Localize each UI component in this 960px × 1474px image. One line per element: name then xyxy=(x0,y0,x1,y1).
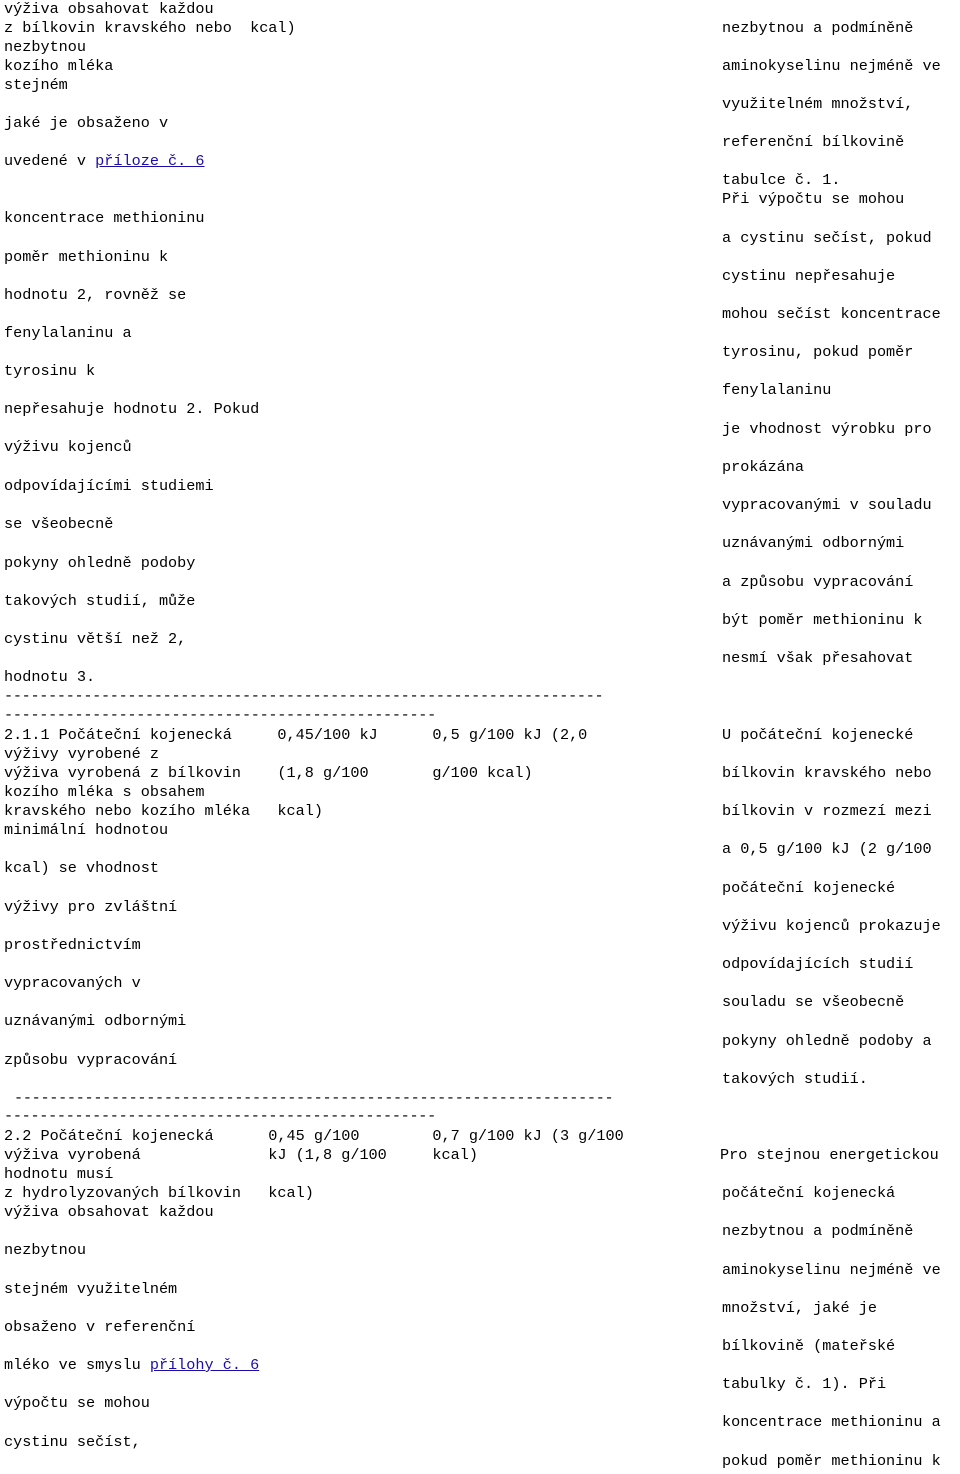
text-line: bílkovin kravského nebo xyxy=(722,764,932,782)
text-line: uznávanými odbornými xyxy=(4,1012,187,1030)
text-line: nepřesahuje hodnotu 2. Pokud xyxy=(4,400,260,418)
text-line: výživy pro zvláštní xyxy=(4,898,178,916)
text-line: stejném využitelném xyxy=(4,1280,178,1298)
text-line: Pro stejnou energetickou xyxy=(720,1146,939,1164)
text-line: počáteční kojenecké xyxy=(722,879,896,897)
text-line: hodnotu 2, rovněž se xyxy=(4,286,187,304)
text-segment: mléko ve smyslu xyxy=(4,1356,150,1374)
text-line: kcal) se vhodnost xyxy=(4,859,159,877)
text-line: vypracovanými v souladu xyxy=(722,496,932,514)
text-line: tyrosinu k xyxy=(4,362,96,380)
text-line: odpovídajících studií xyxy=(722,955,914,973)
text-line: nezbytnou xyxy=(4,38,87,56)
separator-line: -------------------------------------------------------------------- xyxy=(4,687,604,705)
section-2-1-1-row: minimální hodnotou xyxy=(4,821,169,839)
text-line: způsobu vypracování xyxy=(4,1051,178,1069)
separator-line: ------------------------------------------------- xyxy=(4,706,436,724)
text-line: nezbytnou xyxy=(4,1241,87,1259)
text-line: být poměr methioninu k xyxy=(722,611,923,629)
text-line: vypracovaných v xyxy=(4,974,141,992)
text-line: mohou sečíst koncentrace xyxy=(722,305,941,323)
text-line: koncentrace methioninu a xyxy=(722,1413,941,1431)
section-2-2-row: výživa obsahovat každou xyxy=(4,1203,214,1221)
text-line: využitelném množství, xyxy=(722,95,914,113)
text-line: fenylalaninu a xyxy=(4,324,132,342)
text-line: a 0,5 g/100 kJ (2 g/100 xyxy=(722,840,932,858)
text-line: takových studií. xyxy=(722,1070,868,1088)
text-line: nezbytnou a podmíněně xyxy=(722,1222,914,1240)
text-line: výživu kojenců prokazuje xyxy=(722,917,941,935)
text-line: výpočtu se mohou xyxy=(4,1394,150,1412)
text-line: obsaženo v referenční xyxy=(4,1318,196,1336)
annex-6-link[interactable]: přílohy č. 6 xyxy=(149,1356,260,1374)
text-line: bílkovin v rozmezí mezi xyxy=(722,802,932,820)
separator-line: -------------------------------------------------------------------- xyxy=(14,1089,614,1107)
text-line: tabulce č. 1. xyxy=(722,171,841,189)
text-line: aminokyselinu nejméně ve xyxy=(722,1261,941,1279)
text-line: aminokyselinu nejméně ve xyxy=(722,57,941,75)
text-line: jaké je obsaženo v xyxy=(4,114,169,132)
text-line: poměr methioninu k xyxy=(4,248,169,266)
text-line: bílkovině (mateřské xyxy=(722,1337,896,1355)
text-line: cystinu nepřesahuje xyxy=(722,267,896,285)
text-line: stejném xyxy=(4,76,68,94)
text-line: Při výpočtu se mohou xyxy=(722,190,905,208)
text-line: fenylalaninu xyxy=(722,381,832,399)
text-line: hodnotu 3. xyxy=(4,668,96,686)
section-2-2-row: z hydrolyzovaných bílkovin kcal) xyxy=(4,1184,314,1202)
text-line: pokud poměr methioninu k xyxy=(722,1452,941,1470)
text-line-with-link xyxy=(4,1356,259,1375)
section-2-2-row: 2.2 Počáteční kojenecká 0,45 g/100 0,7 g/100 kJ (3 g/100 xyxy=(4,1127,624,1145)
text-line: nesmí však přesahovat xyxy=(722,649,914,667)
text-line: počáteční kojenecká xyxy=(722,1184,896,1202)
text-line: tyrosinu, pokud poměr xyxy=(722,343,914,361)
text-line: je vhodnost výrobku pro xyxy=(722,420,932,438)
section-2-2-row: hodnotu musí xyxy=(4,1165,114,1183)
section-2-1-1-row: kozího mléka s obsahem xyxy=(4,783,205,801)
text-line: koncentrace methioninu xyxy=(4,209,205,227)
annex-6-link[interactable]: příloze č. 6 xyxy=(95,152,205,170)
section-2-2-row: výživa vyrobená kJ (1,8 g/100 kcal) xyxy=(4,1146,478,1164)
text-line: se všeobecně xyxy=(4,515,114,533)
text-line: a způsobu vypracování xyxy=(722,573,914,591)
separator-line: ------------------------------------------------- xyxy=(4,1107,436,1125)
text-line: nezbytnou a podmíněně xyxy=(722,19,914,37)
text-line: tabulky č. 1). Při xyxy=(722,1375,887,1393)
text-line: uznávanými odbornými xyxy=(722,534,905,552)
text-line: prostřednictvím xyxy=(4,936,141,954)
text-line: kozího mléka xyxy=(4,57,114,75)
text-line: pokyny ohledně podoby xyxy=(4,554,196,572)
text-line: souladu se všeobecně xyxy=(722,993,905,1011)
text-line: výživu kojenců xyxy=(4,438,132,456)
text-line: cystinu sečíst, xyxy=(4,1433,141,1451)
text-line: cystinu větší než 2, xyxy=(4,630,187,648)
text-line: odpovídajícími studiemi xyxy=(4,477,214,495)
text-line: takových studií, může xyxy=(4,592,196,610)
text-line: referenční bílkovině xyxy=(722,133,905,151)
text-line: pokyny ohledně podoby a xyxy=(722,1032,932,1050)
text-line: množství, jaké je xyxy=(722,1299,877,1317)
text-line: a cystinu sečíst, pokud xyxy=(722,229,932,247)
section-2-1-1-row: výživy vyrobené z xyxy=(4,745,159,763)
section-2-1-1-row: 2.1.1 Počáteční kojenecká 0,45/100 kJ 0,5 g/100 kJ (2,0 xyxy=(4,726,588,744)
text-line-with-link xyxy=(4,152,205,171)
section-2-1-1-row: výživa vyrobená z bílkovin (1,8 g/100 g/100 kcal) xyxy=(4,764,533,782)
section-2-1-1-row: kravského nebo kozího mléka kcal) xyxy=(4,802,323,820)
text-segment: uvedené v xyxy=(4,152,96,170)
text-line: z bílkovin kravského nebo kcal) xyxy=(4,19,296,37)
text-line: výživa obsahovat každou xyxy=(4,0,214,18)
text-line: prokázána xyxy=(722,458,805,476)
text-line: U počáteční kojenecké xyxy=(722,726,914,744)
